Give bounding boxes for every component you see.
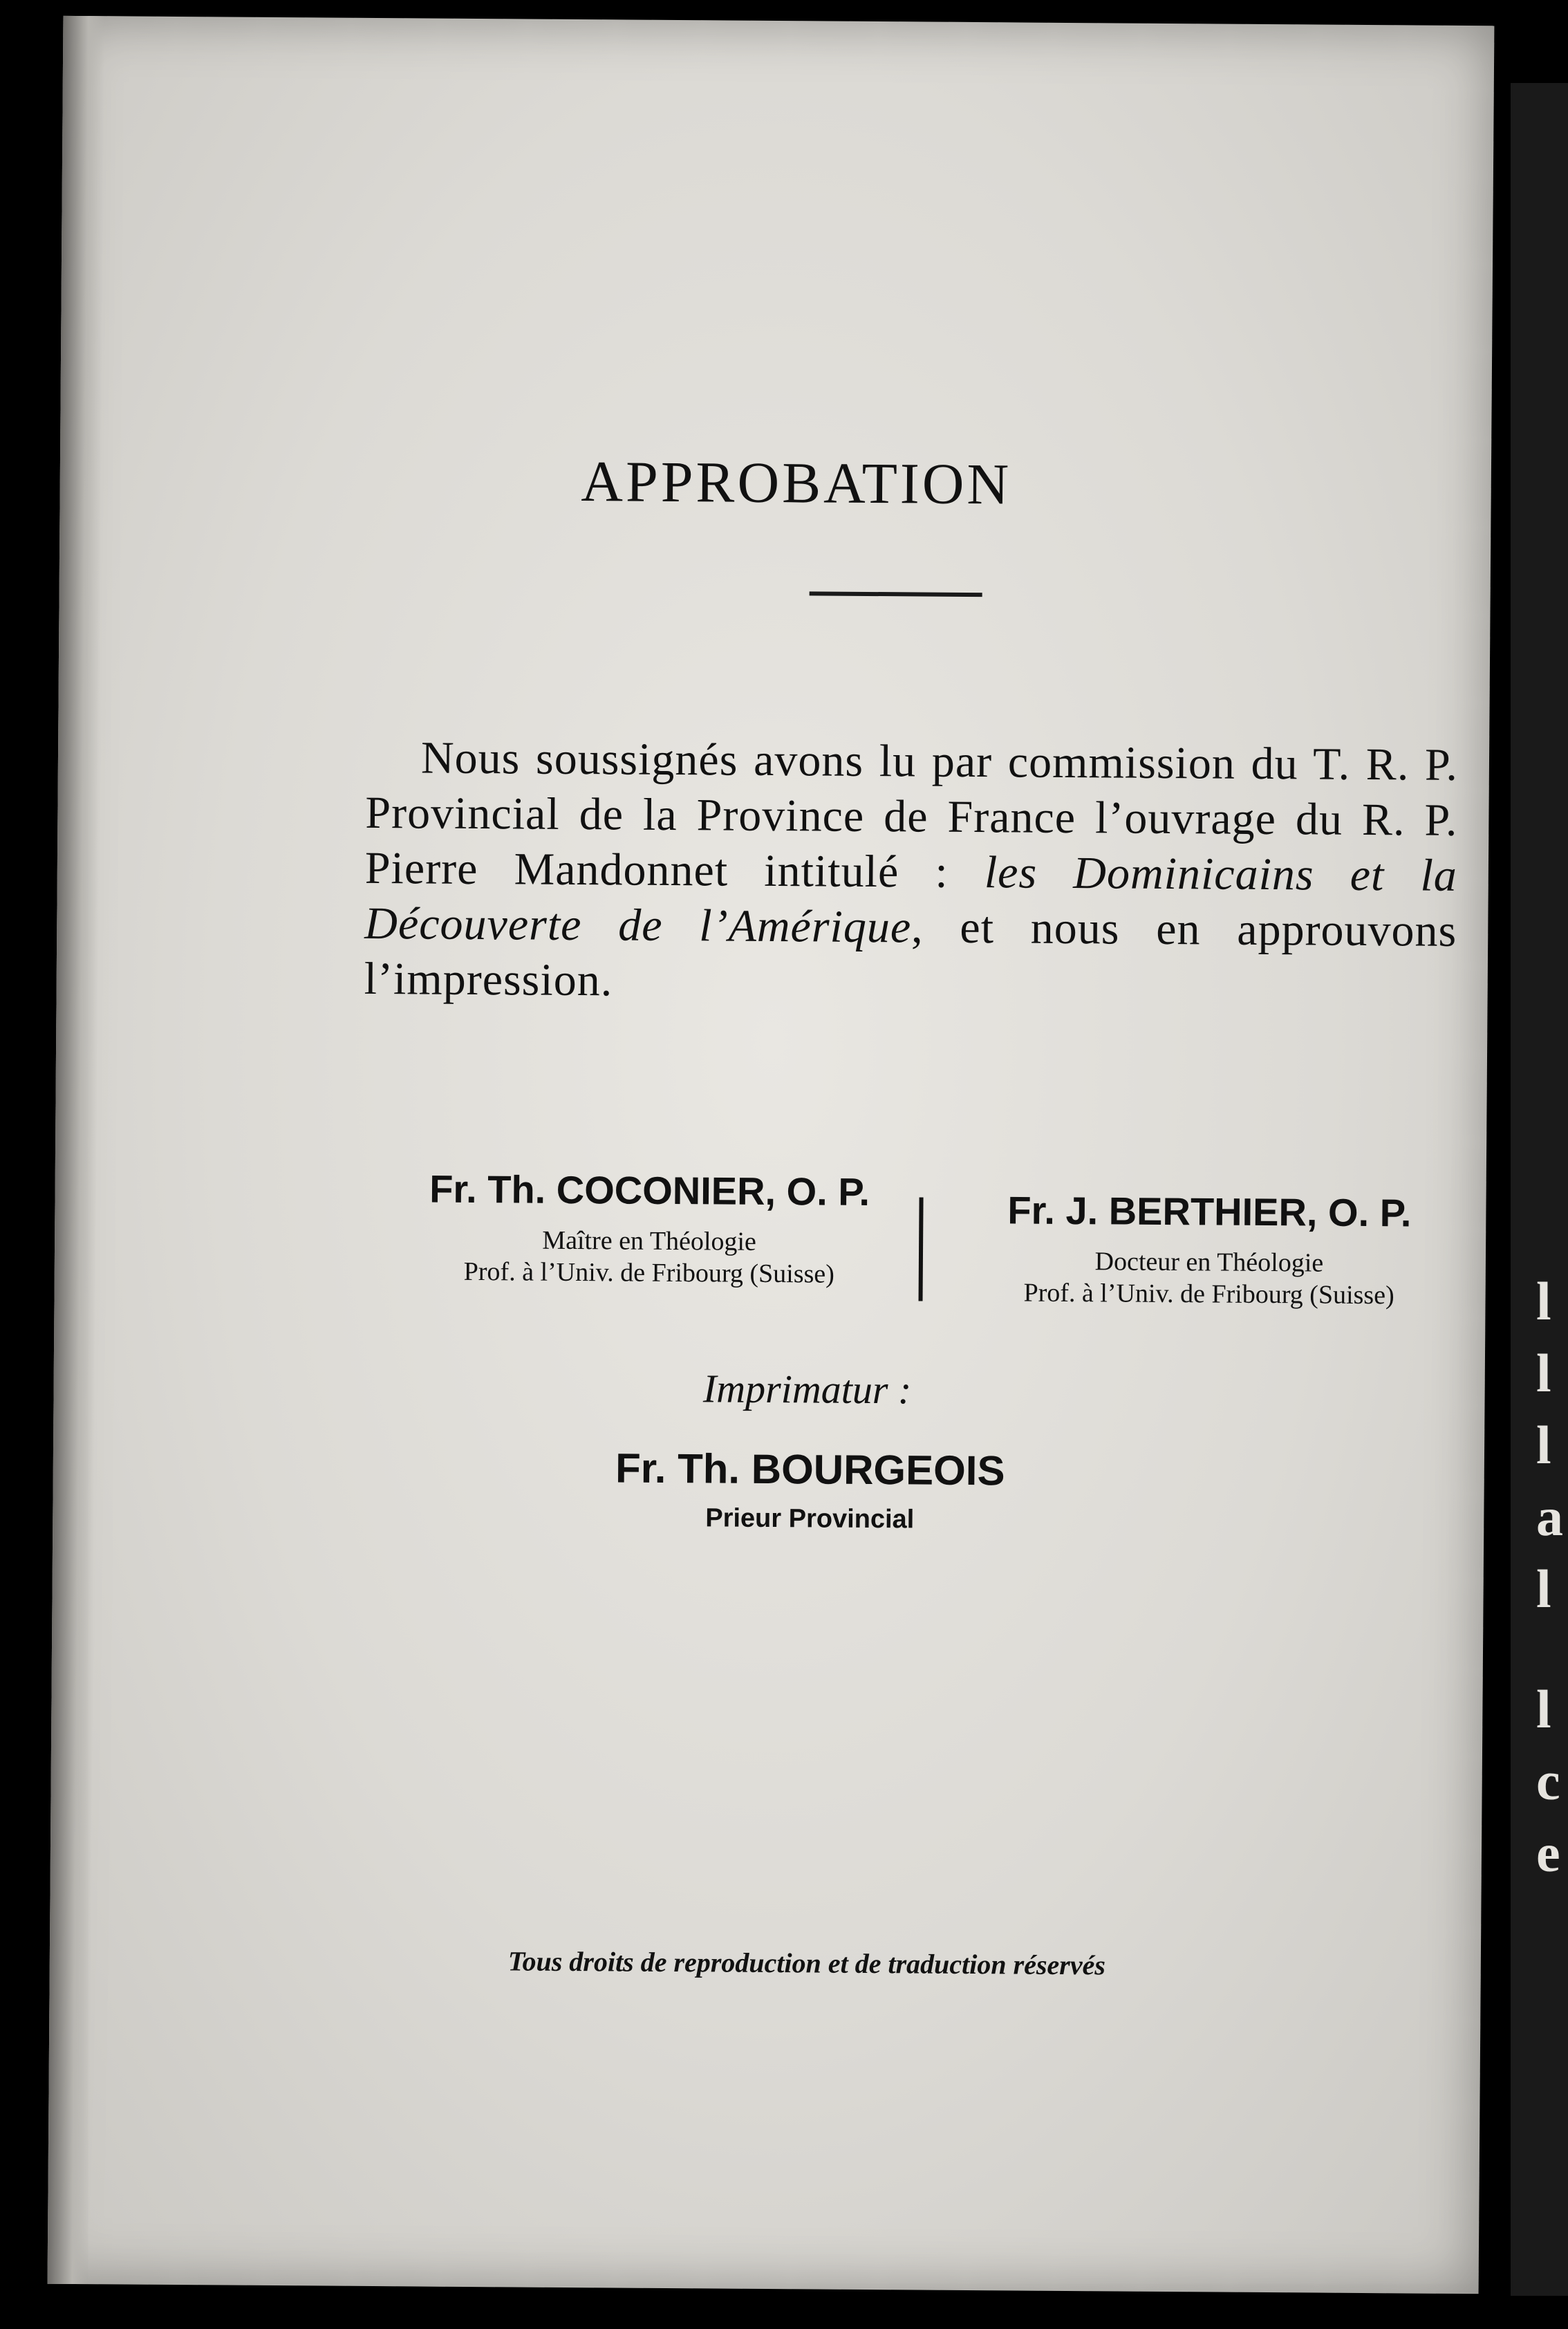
heading-rule [810,591,982,597]
approbation-text [364,730,1458,1014]
facing-fragment: c [1536,1751,1560,1811]
facing-fragment: e [1536,1823,1560,1883]
page-heading: APPROBATION [581,449,1012,517]
approbation-lead: Nous soussignés avons lu par commission du T. R. P. Provincial de la Province de France l’ouvrage du R. P. Pierre Mandonnet intitulé : [364,732,1459,898]
signatory-right-name: Fr. J. BERTHIER, O. P. [1007,1188,1412,1235]
facing-fragment: l [1536,1271,1551,1331]
facing-page-fragments [1536,1265,1568,1889]
scanned-page [48,16,1495,2294]
signatory-divider [919,1197,924,1301]
imprimatur-name: Fr. Th. BOURGEOIS [615,1445,1005,1494]
imprimatur-label: Imprimatur : [702,1366,912,1413]
signatory-right-position: Prof. à l’Univ. de Fribourg (Suisse) [1023,1278,1394,1310]
facing-fragment: l [1536,1559,1551,1619]
imprimatur-title: Prieur Provincial [705,1503,915,1534]
facing-fragment: l [1536,1415,1551,1475]
facing-page-edge [1511,83,1568,2296]
signatory-right [946,1187,1472,1312]
work-title: les Dominicains et la Découverte de l’Amérique [364,847,1458,953]
approbation-tail: , et nous en approuvons l’impression. [364,902,1457,1006]
signatory-left [386,1166,913,1290]
signatory-left-position: Prof. à l’Univ. de Fribourg (Suisse) [463,1256,835,1289]
facing-fragment: l [1536,1343,1551,1403]
signatory-left-degree: Maître en Théologie [542,1225,757,1256]
facing-fragment: a [1536,1487,1563,1547]
rights-notice: Tous droits de reproduction et de traduction réservés [507,1945,1106,1981]
signatory-left-name: Fr. Th. COCONIER, O. P. [429,1167,870,1214]
facing-fragment: l [1536,1679,1551,1739]
signatory-right-degree: Docteur en Théologie [1094,1247,1324,1278]
